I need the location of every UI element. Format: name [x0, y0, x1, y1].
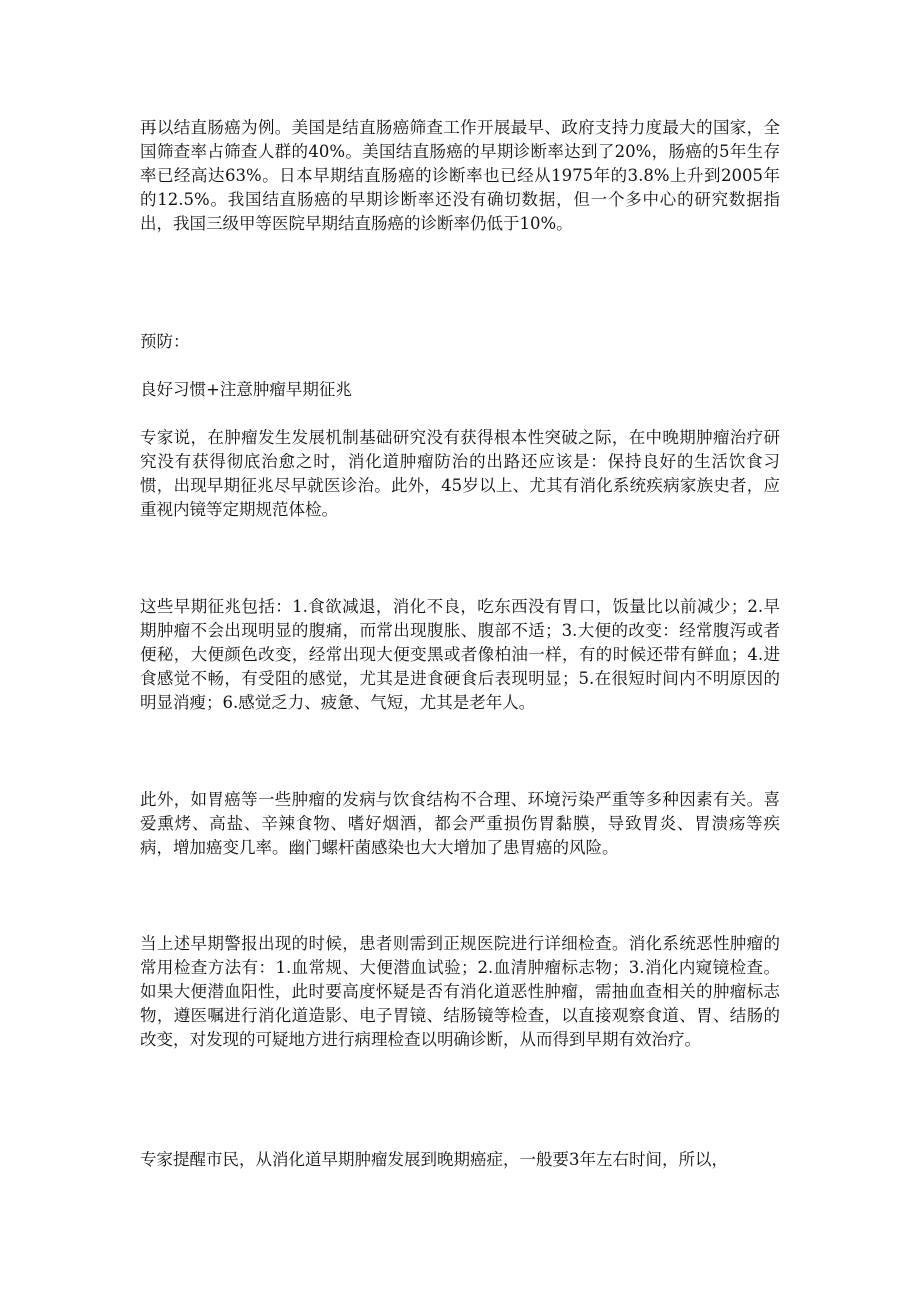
paragraph-expert-reminder: 专家提醒市民，从消化道早期肿瘤发展到晚期癌症，一般要3年左右时间，所以， [140, 1150, 728, 1169]
section-heading-prevention: 预防： [140, 332, 190, 351]
paragraph-early-signs: 这些早期征兆包括：1.食欲减退，消化不良，吃东西没有胃口，饭量比以前减少；2.早期肿瘤不会出现明显的腹痛，而常出现腹胀、腹部不适；3.大便的改变：经常腹泻或者便秘，大便颜色改变，经常出现大便变黑或者像柏油一样，有的时候还带有鲜血；4.进食感觉不畅，有受阻的感觉，尤其是进食硬食后表现明显；5.在很短时间内不明原因的明显消瘦；6.感觉乏力、疲惫、气短，尤其是老年人。 [140, 597, 780, 712]
paragraph-colorectal-screening: 再以结直肠癌为例。美国是结直肠癌筛查工作开展最早、政府支持力度最大的国家，全国筛查率占筛查人群的40%。美国结直肠癌的早期诊断率达到了20%，肠癌的5年生存率已经高达63%。日本早期结直肠癌的诊断率也已经从1975年的3.8%上升到2005年的12.5%。我国结直肠癌的早期诊断率还没有确切数据，但一个多中心的研究数据指出，我国三级甲等医院早期结直肠癌的诊断率仍低于10%。 [140, 118, 780, 233]
paragraph-risk-factors: 此外，如胃癌等一些肿瘤的发病与饮食结构不合理、环境污染严重等多种因素有关。喜爱熏烤、高盐、辛辣食物、嗜好烟酒，都会严重损伤胃黏膜，导致胃炎、胃溃疡等疾病，增加癌变几率。幽门螺杆菌感染也大大增加了患胃癌的风险。 [140, 790, 780, 857]
paragraph-examination-methods: 当上述早期警报出现的时候，患者则需到正规医院进行详细检查。消化系统恶性肿瘤的常用检查方法有：1.血常规、大便潜血试验；2.血清肿瘤标志物；3.消化内窥镜检查。如果大便潜血阳性，此时要高度怀疑是否有消化道恶性肿瘤，需抽血查相关的肿瘤标志物，遵医嘱进行消化道造影、电子胃镜、结肠镜等检查，以直接观察食道、胃、结肠的改变，对发现的可疑地方进行病理检查以明确诊断，从而得到早期有效治疗。 [140, 934, 780, 1049]
paragraph-expert-advice: 专家说，在肿瘤发生发展机制基础研究没有获得根本性突破之际，在中晚期肿瘤治疗研究没有获得彻底治愈之时，消化道肿瘤防治的出路还应该是：保持良好的生活饮食习惯，出现早期征兆尽早就医诊治。此外，45岁以上、尤其有消化系统疾病家族史者，应重视内镜等定期规范体检。 [140, 428, 780, 519]
section-subheading-habits: 良好习惯+注意肿瘤早期征兆 [140, 380, 352, 399]
